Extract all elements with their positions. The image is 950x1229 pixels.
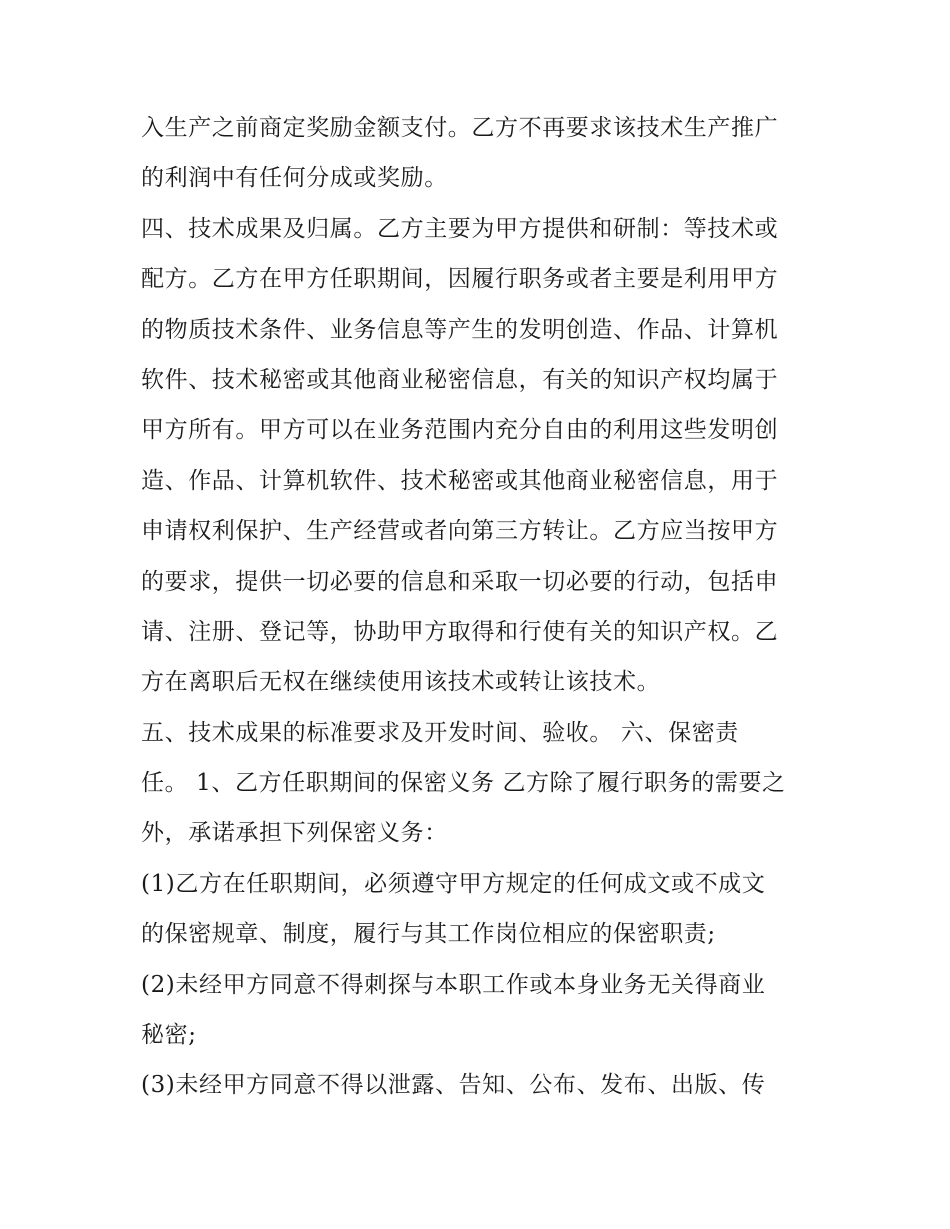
text-line: 秘密; [141,1022,197,1049]
text-line: (1)乙方在任职期间，必须遵守甲方规定的任何成文或不成文 [141,870,766,897]
text-line: 的利润中有任何分成或奖励。 [141,165,448,192]
text-line: 申请权利保护、生产经营或者向第三方转让。乙方应当按甲方 [141,518,779,545]
text-line: 五、技术成果的标准要求及开发时间、验收。 六、保密责 [141,719,739,746]
text-line: 配方。乙方在甲方任职期间，因履行职务或者主要是利用甲方 [141,266,779,293]
document-body [141,103,821,1111]
text-line: 外，承诺承担下列保密义务： [141,820,448,847]
text-line: (2)未经甲方同意不得刺探与本职工作或本身业务无关得商业 [141,971,766,998]
text-line: 入生产之前商定奖励金额支付。乙方不再要求该技术生产推广 [141,115,779,141]
text-line: 的要求，提供一切必要的信息和采取一切必要的行动，包括申 [141,568,779,595]
text-line: 的保密规章、制度，履行与其工作岗位相应的保密职责; [141,921,716,948]
text-line: 造、作品、计算机软件、技术秘密或其他商业秘密信息，用于 [141,467,779,494]
text-line: 任。 1、乙方任职期间的保密义务 乙方除了履行职务的需要之 [141,770,786,797]
text-line: (3)未经甲方同意不得以泄露、告知、公布、发布、出版、传 [141,1072,766,1099]
text-line: 请、注册、登记等，协助甲方取得和行使有关的知识产权。乙 [141,618,779,645]
text-line: 甲方所有。甲方可以在业务范围内充分自由的利用这些发明创 [141,417,779,444]
text-line: 的物质技术条件、业务信息等产生的发明创造、作品、计算机 [141,316,779,343]
text-line: 方在离职后无权在继续使用该技术或转让该技术。 [141,669,661,696]
text-line: 四、技术成果及归属。乙方主要为甲方提供和研制：等技术或 [141,215,779,242]
text-line: 软件、技术秘密或其他商业秘密信息，有关的知识产权均属于 [141,366,779,393]
